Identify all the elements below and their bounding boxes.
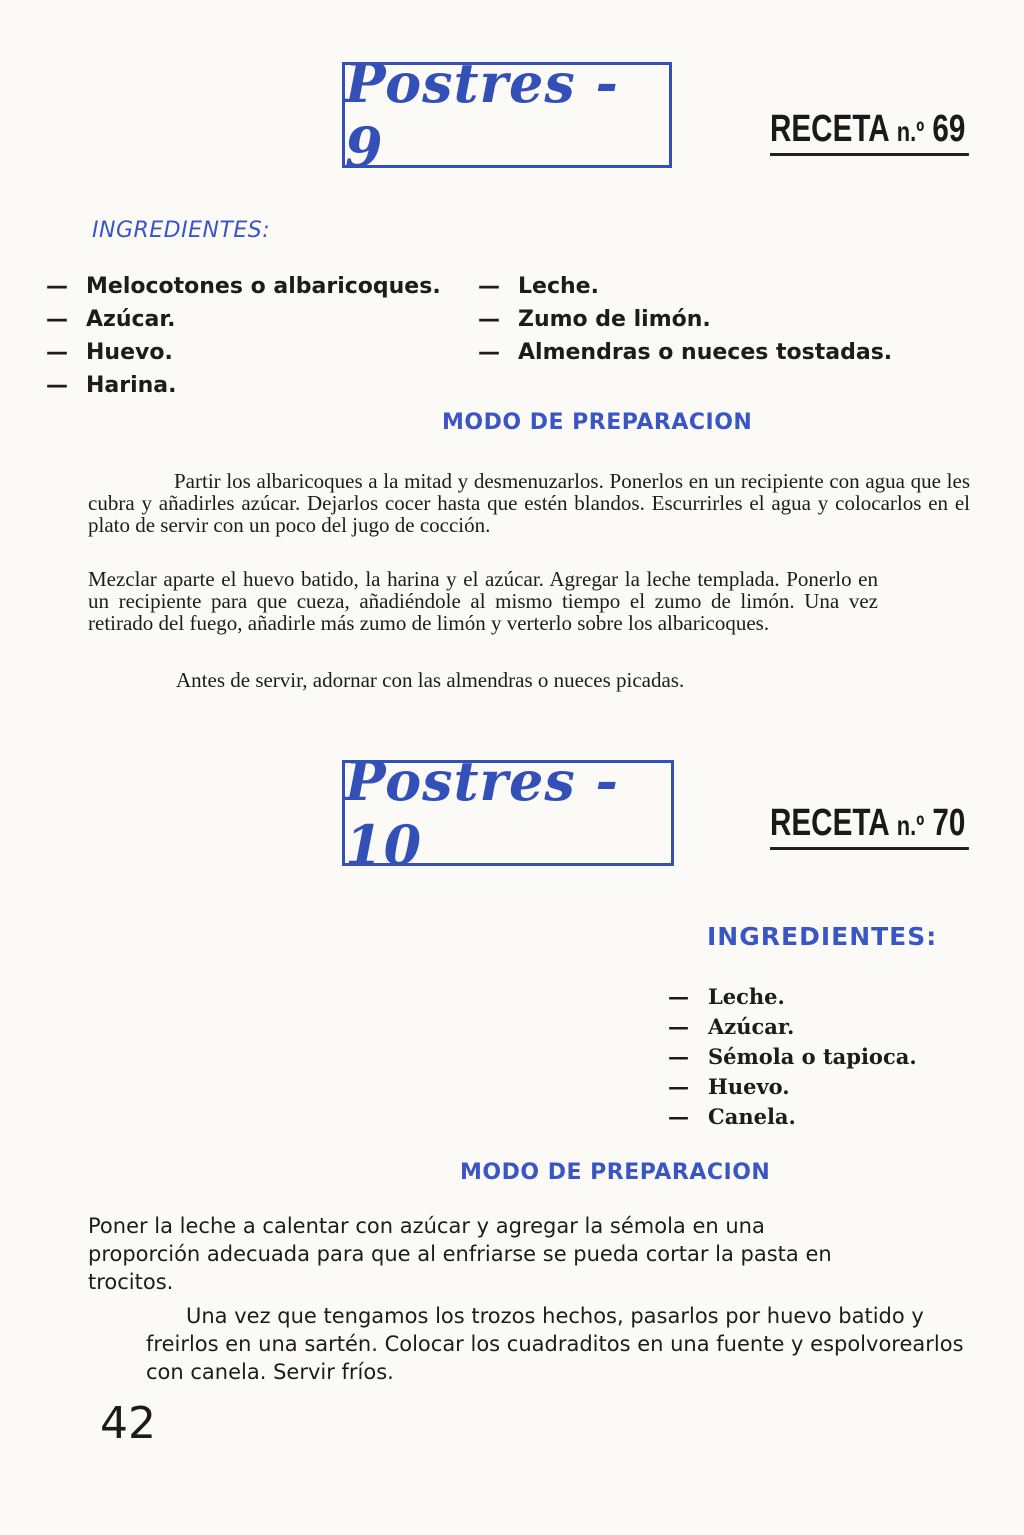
page-number: 42 [100, 1398, 156, 1449]
list-item: — Canela. [668, 1104, 796, 1129]
receta-label: RECETA [770, 802, 889, 844]
list-item: — Leche. [668, 984, 785, 1009]
preparation-paragraph: Antes de servir, adornar con las almendras o nueces picadas. [176, 668, 685, 692]
list-item: — Almendras o nueces tostadas. [478, 340, 893, 365]
ingredients-list-left [46, 270, 441, 402]
preparation-heading: MODO DE PREPARACION [442, 410, 753, 435]
list-item: — Melocotones o albaricoques. [46, 274, 441, 299]
list-item: — Leche. [478, 274, 599, 299]
receta-number: 69 [932, 108, 966, 150]
preparation-paragraph: Poner la leche a calentar con azúcar y agregar la sémola en una proporción adecuada para que al enfriarse se pueda cortar la pasta en trocitos. [88, 1214, 832, 1294]
list-item: — Sémola o tapioca. [668, 1044, 917, 1069]
recipe-number-heading [770, 108, 969, 156]
list-item: — Azúcar. [46, 307, 176, 332]
list-item: — Huevo. [46, 340, 173, 365]
receta-number: 70 [932, 802, 966, 844]
recipe-title-box [342, 51, 672, 179]
list-item: — Azúcar. [668, 1014, 795, 1039]
receta-n-label: n.º [896, 810, 925, 841]
ingredients-heading: INGREDIENTES: [92, 218, 271, 243]
list-item: — Harina. [46, 373, 177, 398]
preparation-paragraph: Partir los albaricoques a la mitad y desmenuzarlos. Ponerlos en un recipiente con agua que les cubra y añadirles azúcar. Dejarlos cocer hasta que estén blandos. Escurrirles el agua y colocarlos en el plato de servir con un poco del jugo de cocción. [88, 469, 970, 537]
receta-label: RECETA [770, 108, 889, 150]
preparation-paragraph: Una vez que tengamos los trozos hechos, pasarlos por huevo batido y freirlos en una sartén. Colocar los cuadraditos en una fuente y espolvorearlos con canela. Servir fríos. [146, 1304, 964, 1384]
receta-n-label: n.º [896, 116, 925, 147]
recipe-title: Postres - 10 [345, 749, 619, 877]
ingredients-list-right [478, 270, 892, 369]
recipe-title: Postres - 9 [345, 51, 619, 179]
ingredients-list [668, 982, 917, 1132]
preparation-paragraph: Mezclar aparte el huevo batido, la harina y el azúcar. Agregar la leche templada. Ponerlo en un recipiente para que cueza, añadiéndole al mismo tiempo el zumo de limón. Una vez retirado del fuego, añadirle más zumo de limón y verterlo sobre los albaricoques. [88, 567, 878, 635]
list-item: — Huevo. [668, 1074, 790, 1099]
ingredients-heading: INGREDIENTES: [707, 922, 938, 951]
recipe-title-box [342, 749, 674, 877]
list-item: — Zumo de limón. [478, 307, 711, 332]
preparation-heading: MODO DE PREPARACION [460, 1160, 771, 1185]
recipe-number-heading [770, 802, 969, 850]
